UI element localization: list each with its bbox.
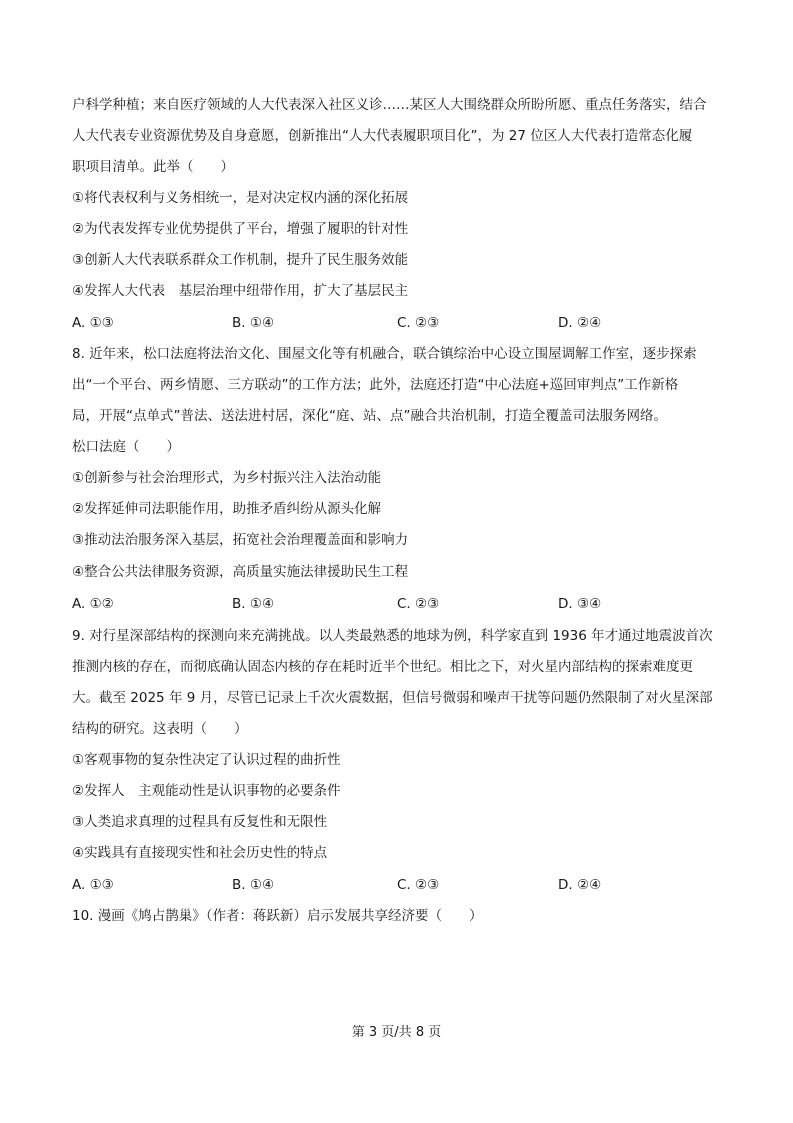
page-number: 第 3 页/共 8 页: [351, 1025, 442, 1040]
q9-option-c[interactable]: C. ②③: [397, 877, 440, 893]
q7-statement-4: ④发挥人大代表 基层治理中纽带作用，扩大了基层民主: [72, 283, 409, 299]
q8-statement-4: ④整合公共法律服务资源，高质量实施法律援助民生工程: [72, 564, 409, 580]
q8-statement-3: ③推动法治服务深入基层，拓宽社会治理覆盖面和影响力: [72, 532, 409, 548]
q7-stem-line-2: 人大代表专业资源优势及自身意愿，创新推出“人大代表履职项目化”，为 27 位区人大代表打造常态化履: [72, 128, 693, 144]
q7-option-c[interactable]: C. ②③: [397, 315, 440, 331]
q8-option-b[interactable]: B. ①④: [232, 596, 275, 612]
q9-options: [72, 875, 722, 895]
q7-statement-2: ②为代表发挥专业优势提供了平台，增强了履职的针对性: [72, 221, 409, 237]
q7-option-a[interactable]: A. ①③: [72, 315, 114, 331]
q9-option-d[interactable]: D. ②④: [558, 877, 602, 893]
q9-stem-line-2: 推测内核的存在，而彻底确认固态内核的存在耗时近半个世纪。相比之下，对火星内部结构的探索难度更: [72, 659, 693, 675]
q8-statement-1: ①创新参与社会治理形式，为乡村振兴注入法治动能: [72, 470, 382, 486]
q9-stem-line-4: 结构的研究。这表明（ ）: [72, 721, 248, 737]
q8-stem-line-1: 8. 近年来，松口法庭将法治文化、围屋文化等有机融合，联合镇综治中心设立围屋调解工作室，逐步探索: [72, 346, 697, 362]
q8-stem-line-3: 局，开展“点单式”普法、送法进村居，深化“庭、站、点”融合共治机制，打造全覆盖司法服务网络。: [72, 408, 667, 424]
q7-statement-1: ①将代表权利与义务相统一，是对决定权内涵的深化拓展: [72, 190, 409, 206]
q9-statement-3: ③人类追求真理的过程具有反复性和无限性: [72, 814, 328, 830]
q8-options: [72, 594, 722, 614]
q7-options: [72, 313, 722, 333]
q8-stem-line-2: 出“一个平台、两乡情愿、三方联动”的工作方法；此外，法庭还打造“中心法庭+巡回审判点”工作新格: [72, 377, 679, 393]
q9-statement-4: ④实践具有直接现实性和社会历史性的特点: [72, 845, 328, 861]
q8-option-c[interactable]: C. ②③: [397, 596, 440, 612]
q9-stem-line-1: 9. 对行星深部结构的探测向来充满挑战。以人类最熟悉的地球为例，科学家直到 1936 年才通过地震波首次: [72, 628, 713, 644]
q8-option-d[interactable]: D. ③④: [558, 596, 602, 612]
q9-statement-2: ②发挥人 主观能动性是认识事物的必要条件: [72, 783, 341, 799]
q8-stem-line-4: 松口法庭（ ）: [72, 439, 180, 455]
q7-option-d[interactable]: D. ②④: [558, 315, 602, 331]
q7-option-b[interactable]: B. ①④: [232, 315, 275, 331]
q9-stem-line-3: 大。截至 2025 年 9 月，尽管已记录上千次火震数据，但信号微弱和噪声干扰等问题仍然限制了对火星深部: [72, 690, 713, 706]
q8-option-a[interactable]: A. ①②: [72, 596, 114, 612]
q9-statement-1: ①客观事物的复杂性决定了认识过程的曲折性: [72, 752, 341, 768]
q9-option-b[interactable]: B. ①④: [232, 877, 275, 893]
q7-stem-line-3: 职项目清单。此举（ ）: [72, 159, 234, 175]
q8-statement-2: ②发挥延伸司法职能作用，助推矛盾纠纷从源头化解: [72, 501, 382, 517]
q10-stem-line-1: 10. 漫画《鸠占鹊巢》（作者：蒋跃新）启示发展共享经济要（ ）: [72, 908, 483, 924]
q7-statement-3: ③创新人大代表联系群众工作机制，提升了民生服务效能: [72, 252, 409, 268]
q7-stem-line-1: 户科学种植；来自医疗领域的人大代表深入社区义诊……某区人大围绕群众所盼所愿、重点任务落实，结合: [72, 97, 707, 113]
q9-option-a[interactable]: A. ①③: [72, 877, 114, 893]
